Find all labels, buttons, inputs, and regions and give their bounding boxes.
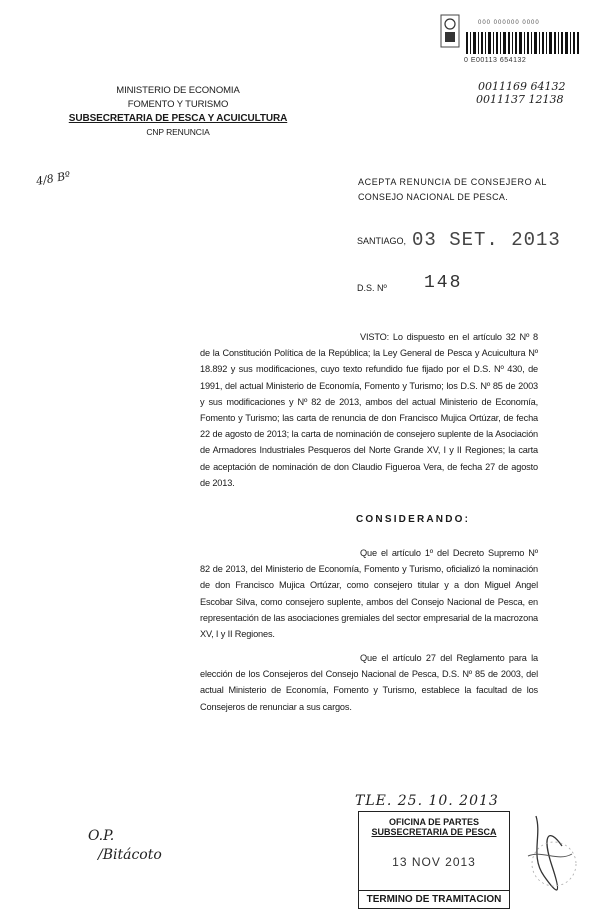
barcode-icon — [464, 32, 582, 54]
handwritten-initials-1: O.P. — [88, 828, 115, 844]
stamp-line-2: SUBSECRETARIA DE PESCA — [371, 827, 497, 837]
handwritten-ref-2: 0011137 12138 — [476, 93, 564, 106]
decree-label: D.S. Nº — [357, 283, 387, 293]
considerando-paragraph-2: Que el artículo 27 del Reglamento para la elección de los Consejeros del Consejo Nacional de Pesca, D.S. Nº 85 de 2003, del actual Ministerio de Economía, Fomento y Turismo, establece la facultad de los Consejeros de renunciar a sus cargos. — [200, 653, 538, 712]
ministry-subtitle: FOMENTO Y TURISMO — [127, 99, 229, 110]
margin-note: 4/8 Bº — [35, 169, 72, 188]
office-stamp — [358, 811, 510, 909]
subject-line-2: CONSEJO NACIONAL DE PESCA. — [358, 192, 508, 202]
decree-date: 03 SET. 2013 — [412, 229, 561, 251]
signature-icon — [522, 806, 578, 902]
stamp-footer: TERMINO DE TRAMITACION — [359, 890, 509, 905]
decree-number: 148 — [424, 273, 463, 293]
document-type: CNP RENUNCIA — [146, 127, 210, 137]
subject-line-1: ACEPTA RENUNCIA DE CONSEJERO AL — [358, 177, 547, 187]
considerando-paragraph-1: Que el artículo 1º del Decreto Supremo Nº 82 de 2013, del Ministerio de Economía, Fomento y Turismo, oficializó la nominación de don Francisco Mujica Ortúzar, como consejero titular y a don Miguel Angel Escobar Silva, como consejero suplente, ambos del Consejo Nacional de Pesca, en representación de las asociaciones gremiales del sector empresarial de la macrozona XV, I y II Regiones. — [200, 548, 538, 640]
seal-icon — [440, 14, 460, 48]
place-label: SANTIAGO, — [357, 236, 407, 246]
ministry-name: MINISTERIO DE ECONOMIA — [116, 85, 240, 96]
stamp-date: 13 NOV 2013 — [392, 855, 476, 869]
handwritten-date: TLE. 25. 10. 2013 — [355, 793, 499, 809]
subsecretariat-name: SUBSECRETARIA DE PESCA Y ACUICULTURA — [68, 113, 288, 124]
handwritten-ref-1: 0011169 64132 — [478, 80, 566, 93]
handwritten-initials-2: /Bitácoto — [98, 847, 162, 863]
considerando-title: CONSIDERANDO: — [356, 514, 471, 525]
barcode-number: 0 E00113 654132 — [464, 57, 527, 64]
visto-paragraph: VISTO: Lo dispuesto en el artículo 32 Nº 8 de la Constitución Política de la República; la Ley General de Pesca y Acuicultura Nº 18.892 y sus modificaciones, cuyo texto refundido fue fijado por el D.S. Nº 430, de 1991, del actual Ministerio de Economía, Fomento y Turismo; los D.S. Nº 85 de 2003 y sus modificaciones y Nº 82 de 2013, ambos del actual Ministerio de Economía, Fomento y Turismo; las carta de renuncia de don Francisco Mujica Ortúzar, de fecha 22 de agosto de 2013; la carta de nominación de consejero suplente de la Asociación de Armadores Industriales Pesqueros del Norte Grande XV, I y II Regiones; la carta de aceptación de nominación de don Claudio Figueroa Vera, de fecha 27 de agosto de 2013. — [200, 332, 538, 488]
barcode-top-text: 000 000000 0000 — [478, 20, 540, 26]
stamp-line-1: OFICINA DE PARTES — [388, 817, 479, 827]
